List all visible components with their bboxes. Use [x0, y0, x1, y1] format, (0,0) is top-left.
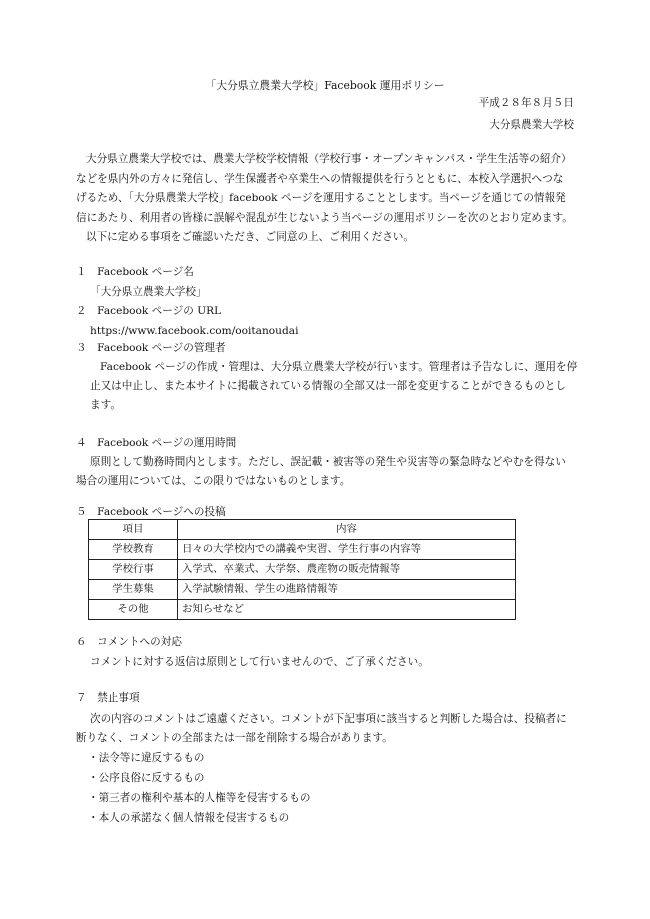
section-5-heading: ５ Facebook ページへの投稿 — [76, 506, 226, 518]
table-row — [89, 540, 516, 560]
list-item: ・公序良俗に反するもの — [88, 772, 205, 784]
intro-line: などを県内外の方々に発信し、学生保護者や卒業生への情報提供を行うとともに、本校入学選択へつな — [76, 172, 564, 185]
list-item: ・第三者の権利や基本的人権等を侵害するもの — [88, 792, 311, 804]
section-6-line: コメントに対する返信は原則として行いませんので、ご了承ください。 — [90, 656, 429, 668]
intro-paragraph — [76, 150, 581, 248]
section-3-line: ます。 — [90, 399, 121, 411]
table-header-row — [89, 520, 516, 540]
table-cell-content: お知らせなど — [178, 600, 516, 620]
list-item: ・法令等に違反するもの — [88, 752, 205, 764]
section-4-line: 場合の運用については、この限りではないものとします。 — [76, 475, 351, 487]
list-item: ・本人の承諾なく個人情報を侵害するもの — [88, 812, 290, 824]
table-cell-item: 学生募集 — [89, 580, 178, 600]
section-4-line: 原則として勤務時間内とします。ただし、誤記載・被害等の発生や災害等の緊急時などやむを得ない — [90, 456, 566, 468]
section-1-heading: １ Facebook ページ名 — [76, 266, 194, 278]
issue-date: 平成２８年８月５日 — [478, 97, 574, 109]
table-header-content: 内容 — [178, 520, 516, 540]
section-3-line: Facebook ページの作成・管理は、大分県立農業大学校が行います。管理者は予告なしに、運用を停 — [100, 361, 578, 373]
organization-name: 大分県農業大学校 — [489, 119, 574, 131]
page-title: 「大分県立農業大学校」Facebook 運用ポリシー — [205, 79, 445, 92]
table-cell-content: 入学試験情報、学生の進路情報等 — [178, 580, 516, 600]
table-row — [89, 600, 516, 620]
section-6-heading: ６ コメントへの対応 — [76, 636, 182, 648]
section-7-line: 次の内容のコメントはご遠慮ください。コメントが下記事項に該当すると判断した場合は、投稿者に — [90, 713, 567, 725]
section-4-heading: ４ Facebook ページの運用時間 — [76, 437, 237, 449]
table-cell-item: 学校教育 — [89, 540, 178, 560]
table-header-item: 項目 — [89, 520, 178, 540]
facebook-url-link[interactable]: https://www.facebook.com/ooitanoudai — [90, 325, 299, 337]
section-3-heading: ３ Facebook ページの管理者 — [76, 342, 226, 354]
posts-table — [88, 519, 516, 620]
table-cell-content: 入学式、卒業式、大学祭、農産物の販売情報等 — [178, 560, 516, 580]
intro-line: 信にあたり、利用者の皆様に誤解や混乱が生じないよう当ページの運用ポリシーを次のとおり定めます。 — [76, 211, 573, 224]
section-3-line: 止又は中止し、また本サイトに掲載されている情報の全部又は一部を変更することができるものとし — [90, 380, 566, 392]
section-2-heading: ２ Facebook ページの URL — [76, 305, 222, 317]
table-row — [89, 580, 516, 600]
intro-line: 以下に定める事項をご確認いただき、ご同意の上、ご利用ください。 — [86, 231, 414, 244]
table-cell-item: 学校行事 — [89, 560, 178, 580]
facebook-page-name: 「大分県立農業大学校」 — [90, 286, 207, 298]
intro-line: げるため、「大分県農業大学校」facebook ページを運用することとします。当ページを通じての情報発 — [76, 192, 566, 205]
section-7-heading: ７ 禁止事項 — [76, 692, 140, 704]
table-cell-item: その他 — [89, 600, 178, 620]
table-cell-content: 日々の大学校内での講義や実習、学生行事の内容等 — [178, 540, 516, 560]
intro-line: 大分県立農業大学校では、農業大学校学校情報（学校行事・オープンキャンパス・学生生活等の紹介） — [86, 153, 572, 165]
table-row — [89, 560, 516, 580]
section-7-line: 断りなく、コメントの全部または一部を削除する場合があります。 — [76, 732, 393, 744]
